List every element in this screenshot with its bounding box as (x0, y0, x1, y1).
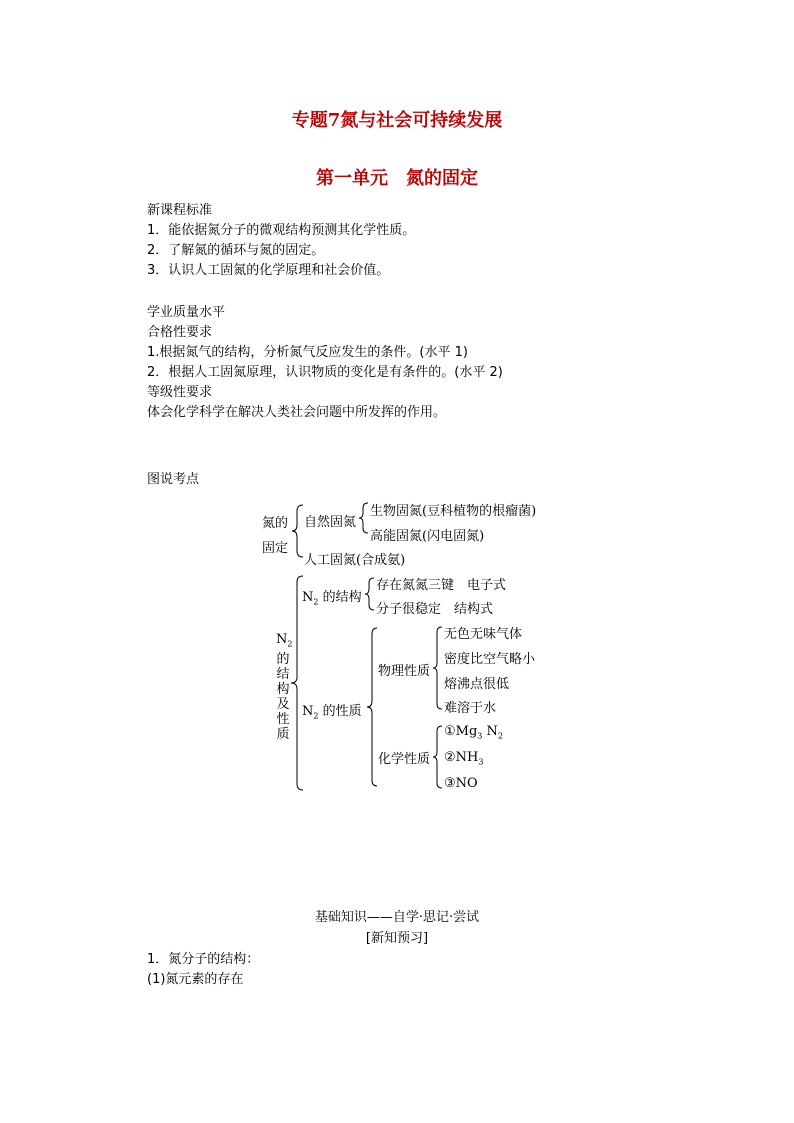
bio-fixation: 生物固氮(豆科植物的根瘤菌) (370, 504, 537, 519)
physical-item: 密度比空气略小 (444, 652, 536, 667)
diagram-heading: 图说考点 (147, 472, 200, 487)
chemical-item-mg3n2: $①Mg_3$ $N_2$ (444, 724, 503, 741)
brace-physical (433, 627, 442, 709)
grade-heading: 等级性要求 (147, 385, 213, 400)
standard-item: 2．了解氮的循环与氮的固定。 (147, 243, 325, 258)
chemical-item-nh3: $②NH_3$ (444, 750, 484, 767)
n2-root-label: $N_2$ 的 结 构 及 性 质 (276, 632, 293, 742)
pass-item: 2．根据人工固氮原理，认识物质的变化是有条件的。(水平 2) (147, 365, 503, 380)
triple-bond: 存在氮氮三键 电子式 (376, 578, 507, 593)
pass-heading: 合格性要求 (147, 325, 213, 340)
brace-structure (365, 578, 374, 610)
chemical-properties: 化学性质 (378, 752, 431, 767)
basics-item: 1．氮分子的结构： (147, 952, 260, 967)
unit-title: 第一单元 氮的固定 (316, 168, 478, 189)
grade-text: 体会化学科学在解决人类社会问题中所发挥的作用。 (147, 405, 447, 420)
n2-property-label: $N_2$ 的性质 (302, 704, 362, 721)
brace-property (367, 628, 377, 786)
physical-item: 无色无味气体 (444, 627, 523, 642)
stable-molecule: 分子很稳定 结构式 (376, 602, 494, 617)
quality-heading: 学业质量水平 (147, 305, 226, 320)
physical-properties: 物理性质 (378, 664, 431, 679)
artificial-fixation: 人工固氮(合成氨) (304, 553, 406, 568)
basics-subheading: [新知预习] (365, 931, 429, 946)
chemical-item-no: ③NO (444, 776, 478, 791)
fixation-root-line1: 氮的 (262, 516, 289, 531)
brace-fixation (292, 505, 303, 557)
pass-item: 1.根据氮气的结构，分析氮气反应发生的条件。(水平 1) (147, 345, 468, 360)
physical-item: 熔沸点很低 (444, 677, 510, 692)
natural-fixation: 自然固氮 (304, 515, 357, 530)
standards-heading: 新课程标准 (147, 203, 213, 218)
basics-heading: 基础知识——自学·思记·尝试 (314, 910, 480, 925)
physical-item: 难溶于水 (444, 701, 497, 716)
basics-subitem: (1)氮元素的存在 (147, 972, 244, 987)
high-energy-fixation: 高能固氮(闪电固氮) (370, 529, 485, 544)
n2-structure-label: $N_2$ 的结构 (302, 590, 362, 607)
topic-title: 专题7氮与社会可持续发展 (291, 110, 503, 131)
standard-item: 1．能依据氮分子的微观结构预测其化学性质。 (147, 223, 416, 238)
brace-n2 (291, 576, 303, 790)
fixation-root-line2: 固定 (262, 541, 289, 556)
brace-natural (359, 503, 368, 533)
brace-chemical (433, 726, 442, 788)
standard-item: 3．认识人工固氮的化学原理和社会价值。 (147, 263, 390, 278)
